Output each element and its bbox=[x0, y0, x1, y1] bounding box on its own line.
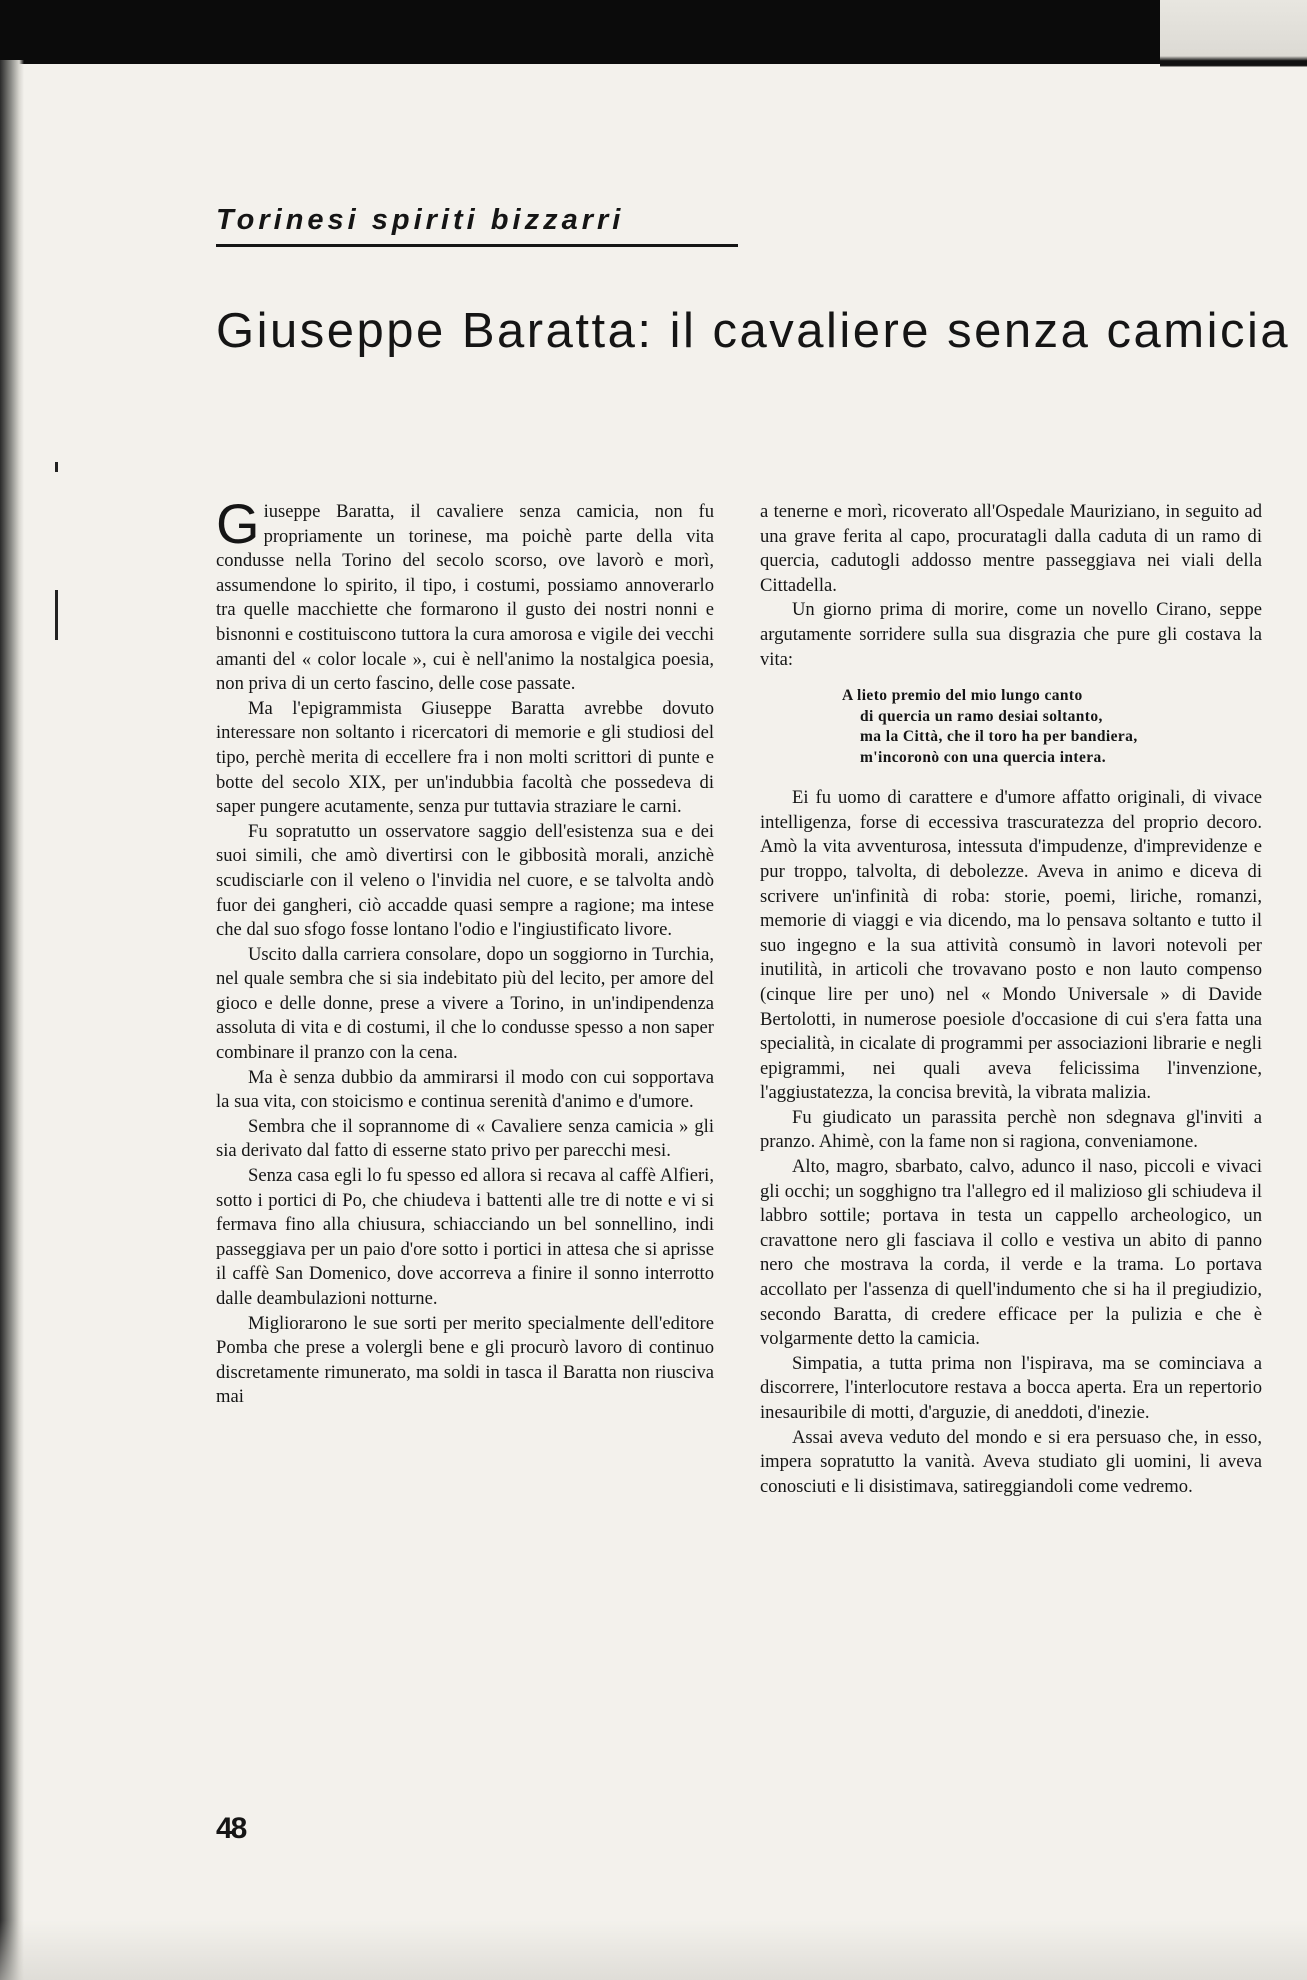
article-paragraph: Simpatia, a tutta prima non l'ispirava, ma se cominciava a discorrere, l'interlocutore restava a bocca aperta. Era un repertorio inesauribile di motti, d'arguzie, di aneddoti, d'inezie. bbox=[760, 1352, 1262, 1423]
scan-top-border-edge bbox=[1160, 0, 1307, 80]
article-paragraph: Ma l'epigrammista Giuseppe Baratta avrebbe dovuto interessare non soltanto i ricercatori di memorie e gli studiosi del tipo, perchè merita di eccellere fra i non molti scrittori di punte e botte del secolo XIX, per un'indubbia facoltà che possedeva di saper pungere acutamente, senza pur tuttavia straziare le carni. bbox=[216, 697, 714, 818]
article-column-right bbox=[760, 500, 1262, 1499]
poem-line: di quercia un ramo desiai soltanto, bbox=[860, 707, 1103, 725]
article-paragraph: Sembra che il soprannome di « Cavaliere senza camicia » gli sia derivato dal fatto di esserne stato privo per parecchi mesi. bbox=[216, 1115, 714, 1162]
epigram-poem bbox=[842, 686, 1262, 768]
drop-cap: G bbox=[216, 492, 260, 555]
article-paragraph: Migliorarono le sue sorti per merito specialmente dell'editore Pomba che prese a volergli bene e gli procurò lavoro di continuo discretamente rimunerato, ma soldi in tasca il Baratta non riusciva mai bbox=[216, 1312, 714, 1408]
poem-line: ma la Città, che il toro ha per bandiera, bbox=[860, 728, 1138, 746]
article-paragraph: Giuseppe Baratta, il cavaliere senza camicia, non fu propriamente un torinese, ma poichè parte della vita condusse nella Torino del secolo scorso, ove lavorò e morì, assumendone lo spirito, il tipo, i costumi, possiamo annoverarlo tra quelle macchiette che formarono il gusto dei nostri nonni e bisnonni e costituiscono tuttora la cura amorosa e vigile dei vecchi amanti del « color locale », cui è nell'animo la nostalgica poesia, non priva di un certo fascino, delle cose passate. bbox=[216, 492, 714, 695]
poem-line: m'incoronò con una quercia intera. bbox=[860, 748, 1106, 766]
article-paragraph: Ei fu uomo di carattere e d'umore affatto originali, di vivace intelligenza, forse di eccessiva trascuratezza del proprio decoro. Amò la vita avventurosa, intessuta d'impudenze, d'imprevidenze e pur troppo, talvolta, di debolezze. Aveva in animo e diceva di scrivere un'infinità di roba: storie, poemi, liriche, romanzi, memorie di viaggi e via dicendo, ma lo pensava soltanto e tutto il suo ingegno e la sua attività consumò in lavori notevoli per inutilità, in articoli che trovavano posto e non lauto compenso (cinque lire per uno) nel « Mondo Universale » di Davide Bertolotti, in numerose poesiole d'occasione di cui s'era fatta una specialità, in cicalate di programmi per associazioni librarie e negli epigrammi, nei quali aveva felicissima l'invenzione, l'aggiustatezza, la concisa brevità, la vibrata malizia. bbox=[760, 787, 1262, 1104]
article-paragraph: Ma è senza dubbio da ammirarsi il modo con cui sopportava la sua vita, con stoicismo e continua serenità d'animo e d'umore. bbox=[216, 1066, 714, 1113]
scan-binding-shadow bbox=[0, 60, 24, 1980]
article-paragraph: Fu giudicato un parassita perchè non sdegnava gl'inviti a pranzo. Ahimè, con la fame non si ragiona, conveniamone. bbox=[760, 1106, 1262, 1153]
series-heading: Torinesi spiriti bizzarri bbox=[216, 200, 738, 247]
article-paragraph: Fu sopratutto un osservatore saggio dell'esistenza sua e dei suoi simili, che amò divertirsi con le gibbosità morali, anzichè scudisciarle con il veleno o l'invidia nel cuore, e se talvolta andò fuor dei gangheri, ciò accadde quasi sempre a ragione; ma intese che dal suo sfogo fosse lontano l'odio e l'ingiustificato livore. bbox=[216, 820, 714, 941]
article-paragraph: Uscito dalla carriera consolare, dopo un soggiorno in Turchia, nel quale sembra che si sia indebitato più del lecito, per amore del gioco e delle donne, prese a vivere a Torino, in un'indipendenza assoluta di vita e di costumi, il che lo condusse spesso a non saper combinare il pranzo con la cena. bbox=[216, 943, 714, 1064]
article-title: Giuseppe Baratta: il cavaliere senza camicia bbox=[216, 304, 1291, 358]
article-paragraph: Alto, magro, sbarbato, calvo, adunco il naso, piccoli e vivaci gli occhi; un sogghigno tra l'allegro ed il malizioso gli schiudeva il labbro sottile; portava in testa un cappello archeologico, un cravattone nero gli fasciava il collo e vestiva un abito di panno nero che mostrava la corda, il verde e la trama. Lo portava accollato per l'assenza di quell'indumento che si ha il pregiudizio, secondo Baratta, di credere efficace per la pulizia e che è volgarmente detto la camicia. bbox=[760, 1156, 1262, 1350]
article-column-left bbox=[216, 492, 714, 1410]
scan-top-border bbox=[0, 0, 1160, 64]
article-paragraph: Assai aveva veduto del mondo e si era persuaso che, in esso, impera sopratutto la vanità. Aveva studiato gli uomini, li aveva conosciuti e li disistimava, satireggiandoli come vedremo. bbox=[760, 1426, 1262, 1497]
article-paragraph: Senza casa egli lo fu spesso ed allora si recava al caffè Alfieri, sotto i portici di Po, che chiudeva i battenti alle tre di notte e vi si fermava fino alla chiusura, schiacciando un bel sonnellino, indi passeggiava per un paio d'ore sotto i portici in attesa che si aprisse il caffè San Domenico, dove accorreva a finire il sonno interrotto dalle deambulazioni notturne. bbox=[216, 1165, 714, 1309]
scan-mark bbox=[55, 462, 58, 472]
scan-bottom-edge bbox=[0, 1920, 1307, 1980]
article-paragraph: Un giorno prima di morire, come un novello Cirano, seppe argutamente sorridere sulla sua disgrazia che pure gli costava la vita: bbox=[760, 599, 1262, 670]
page-number: 48 bbox=[216, 1812, 246, 1845]
article-paragraph: a tenerne e morì, ricoverato all'Ospedale Mauriziano, in seguito ad una grave ferita al capo, procuratagli dalla caduta di un ramo di quercia, cadutogli addosso mentre passeggiava nei viali della Cittadella. bbox=[760, 501, 1262, 596]
scan-mark bbox=[55, 590, 58, 640]
poem-line: A lieto premio del mio lungo canto bbox=[842, 687, 1083, 705]
